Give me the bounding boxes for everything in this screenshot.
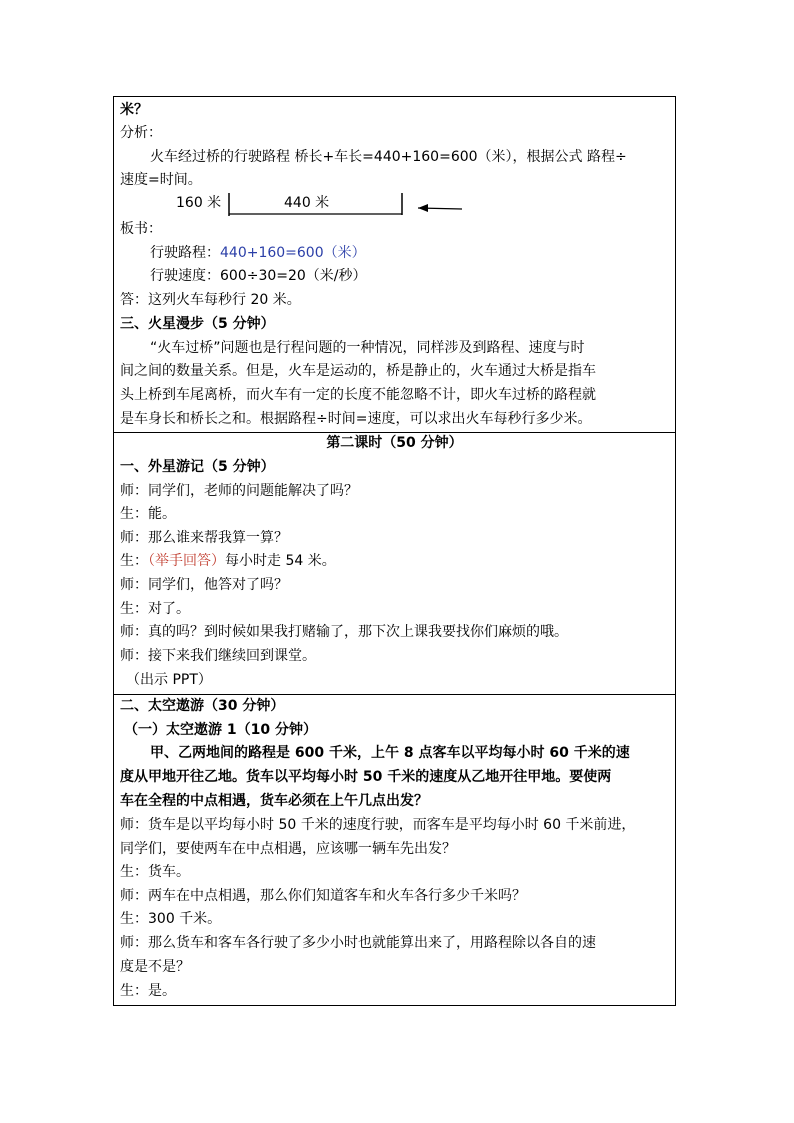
subsection-heading: （一）太空遨游 1（10 分钟）	[124, 722, 317, 738]
stage-direction: （举手回答）	[148, 553, 225, 569]
dialogue-line: 生：能。	[120, 506, 176, 522]
analysis-text-1: 火车经过桥的行驶路程 桥长+车长=440+160=600（米），根据公式 路程÷	[150, 149, 627, 165]
dialogue-line: 师：真的吗？到时候如果我打赌输了，那下次上课我要找你们麻烦的哦。	[120, 624, 568, 640]
ppt-note: （出示 PPT）	[126, 672, 212, 688]
dialogue-line: 生：对了。	[120, 601, 190, 617]
analysis-heading: 分析：	[120, 125, 162, 141]
bridge-length-label: 440 米	[284, 195, 330, 211]
distance-formula: 440+160=600（米）	[220, 245, 366, 261]
dialogue-line	[120, 550, 671, 572]
lesson-section-second-period	[114, 432, 675, 695]
dialogue-line: 师：那么货车和客车各行驶了多少小时也就能算出来了，用路程除以各自的速	[120, 935, 596, 951]
dialogue-line: 师：两车在中点相遇，那么你们知道客车和火车各行多少千米吗？	[120, 888, 526, 904]
dialogue-line: 师：接下来我们继续回到课堂。	[120, 648, 316, 664]
train-length-label: 160 米	[176, 195, 222, 211]
analysis-text-2: 速度=时间。	[120, 172, 202, 188]
lesson-table	[113, 96, 676, 1006]
section-heading-space: 二、太空遨游（30 分钟）	[120, 698, 285, 714]
board-heading: 板书：	[120, 221, 162, 237]
dialogue-line: 度是不是？	[120, 959, 190, 975]
diagram-lines	[172, 193, 472, 219]
dialogue-line: 生：货车。	[120, 864, 190, 880]
problem-text-1: 甲、乙两地间的路程是 600 千米，上午 8 点客车以平均每小时 60 千米的速	[150, 745, 630, 761]
lesson-section-analysis	[114, 97, 675, 433]
period-title: 第二课时（50 分钟）	[326, 435, 463, 451]
speed-line: 行驶速度：600÷30=20（米/秒）	[150, 268, 367, 284]
train-bridge-diagram	[172, 193, 472, 219]
dialogue-line: 生：是。	[120, 983, 176, 999]
student-answer: 每小时走 54 米。	[225, 553, 336, 569]
speaker-label: 生：	[120, 553, 148, 569]
distance-label: 行驶路程：	[150, 245, 220, 261]
dialogue-line: 师：那么谁来帮我算一算？	[120, 530, 288, 546]
dialogue-line: 同学们，要使两车在中点相遇，应该哪一辆车先出发？	[120, 841, 456, 857]
dialogue-line: 生：300 千米。	[120, 911, 222, 927]
section-heading-mars: 三、火星漫步（5 分钟）	[120, 316, 275, 332]
mars-text-1: “火车过桥”问题也是行程问题的一种情况，同样涉及到路程、速度与时	[150, 340, 585, 356]
answer-line: 答：这列火车每秒行 20 米。	[120, 292, 301, 308]
section-heading-alien: 一、外星游记（5 分钟）	[120, 459, 275, 475]
dialogue-line: 师：货车是以平均每小时 50 千米的速度行驶，而客车是平均每小时 60 千米前进，	[120, 817, 636, 833]
distance-line	[150, 242, 671, 264]
dialogue-line: 师：同学们，他答对了吗？	[120, 577, 288, 593]
mars-text-2: 间之间的数量关系。但是，火车是运动的，桥是静止的，火车通过大桥是指车	[120, 363, 596, 379]
mars-text-4: 是车身长和桥长之和。根据路程÷时间=速度，可以求出火车每秒行多少米。	[120, 411, 592, 427]
problem-text-2: 度从甲地开往乙地。货车以平均每小时 50 千米的速度从乙地开往甲地。要使两	[120, 769, 612, 785]
dialogue-line: 师：同学们，老师的问题能解决了吗？	[120, 483, 358, 499]
problem-text-3: 车在全程的中点相遇，货车必须在上午几点出发？	[120, 793, 428, 809]
question-tail: 米？	[120, 102, 148, 118]
lesson-section-space-tour	[114, 694, 675, 1006]
mars-text-3: 头上桥到车尾离桥，而火车有一定的长度不能忽略不计，即火车过桥的路程就	[120, 387, 596, 403]
